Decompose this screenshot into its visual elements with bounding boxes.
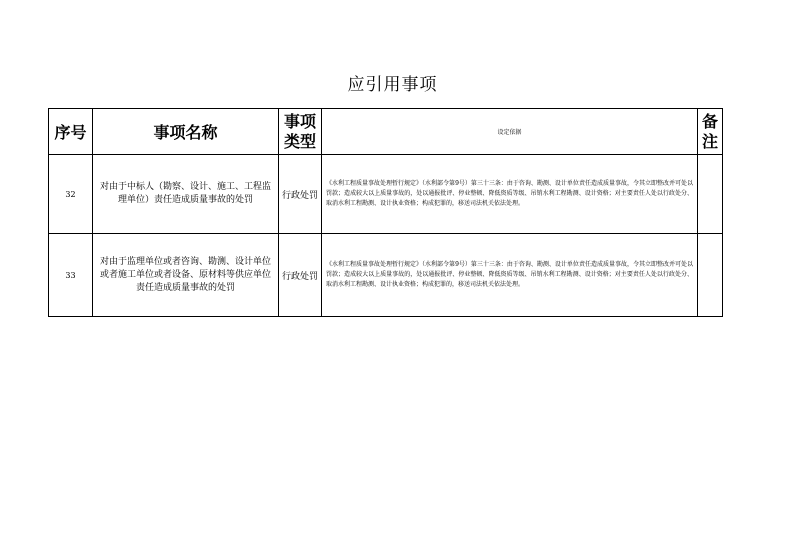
- page-title: 应引用事项: [347, 75, 438, 95]
- row-note: [698, 155, 723, 234]
- header-basis: 设定依据: [322, 109, 698, 155]
- header-note: 备注: [698, 109, 723, 155]
- header-type: 事项类型: [279, 109, 322, 155]
- header-row: [49, 109, 723, 155]
- header-seq: 序号: [49, 109, 93, 155]
- row-type: 行政处罚: [279, 155, 322, 234]
- table-row: [49, 234, 723, 317]
- row-type: 行政处罚: [279, 234, 322, 317]
- items-table: [48, 108, 723, 317]
- row-note: [698, 234, 723, 317]
- row-seq: 33: [49, 234, 93, 317]
- table-row: [49, 155, 723, 234]
- row-seq: 32: [49, 155, 93, 234]
- row-name: 对由于监理单位或者咨询、勘测、设计单位或者施工单位或者设备、原材料等供应单位责任造成质量事故的处罚: [93, 234, 279, 317]
- row-basis: 《水利工程质量事故处理暂行规定》（水利部令第9号）第三十三条：由于咨询、勘测、设计单位责任造成质量事故，令其立即整改并可处以罚款；造成较大以上质量事故的，处以通报批评、停业整顿、降低资质等级、吊销水利工程勘测、设计资格；对主要责任人处以行政处分、取消水利工程勘测、设计执业资格；构成犯罪的，移送司法机关依法处理。: [322, 234, 698, 317]
- row-basis: 《水利工程质量事故处理暂行规定》（水利部令第9号）第三十三条：由于咨询、勘测、设计单位责任造成质量事故，令其立即整改并可处以罚款；造成较大以上质量事故的，处以通报批评、停业整顿、降低资质等级、吊销水利工程勘测、设计资格；对主要责任人处以行政处分、取消水利工程勘测、设计执业资格；构成犯罪的，移送司法机关依法处理。: [322, 155, 698, 234]
- header-name: 事项名称: [93, 109, 279, 155]
- row-name: 对由于中标人（勘察、设计、施工、工程监理单位）责任造成质量事故的处罚: [93, 155, 279, 234]
